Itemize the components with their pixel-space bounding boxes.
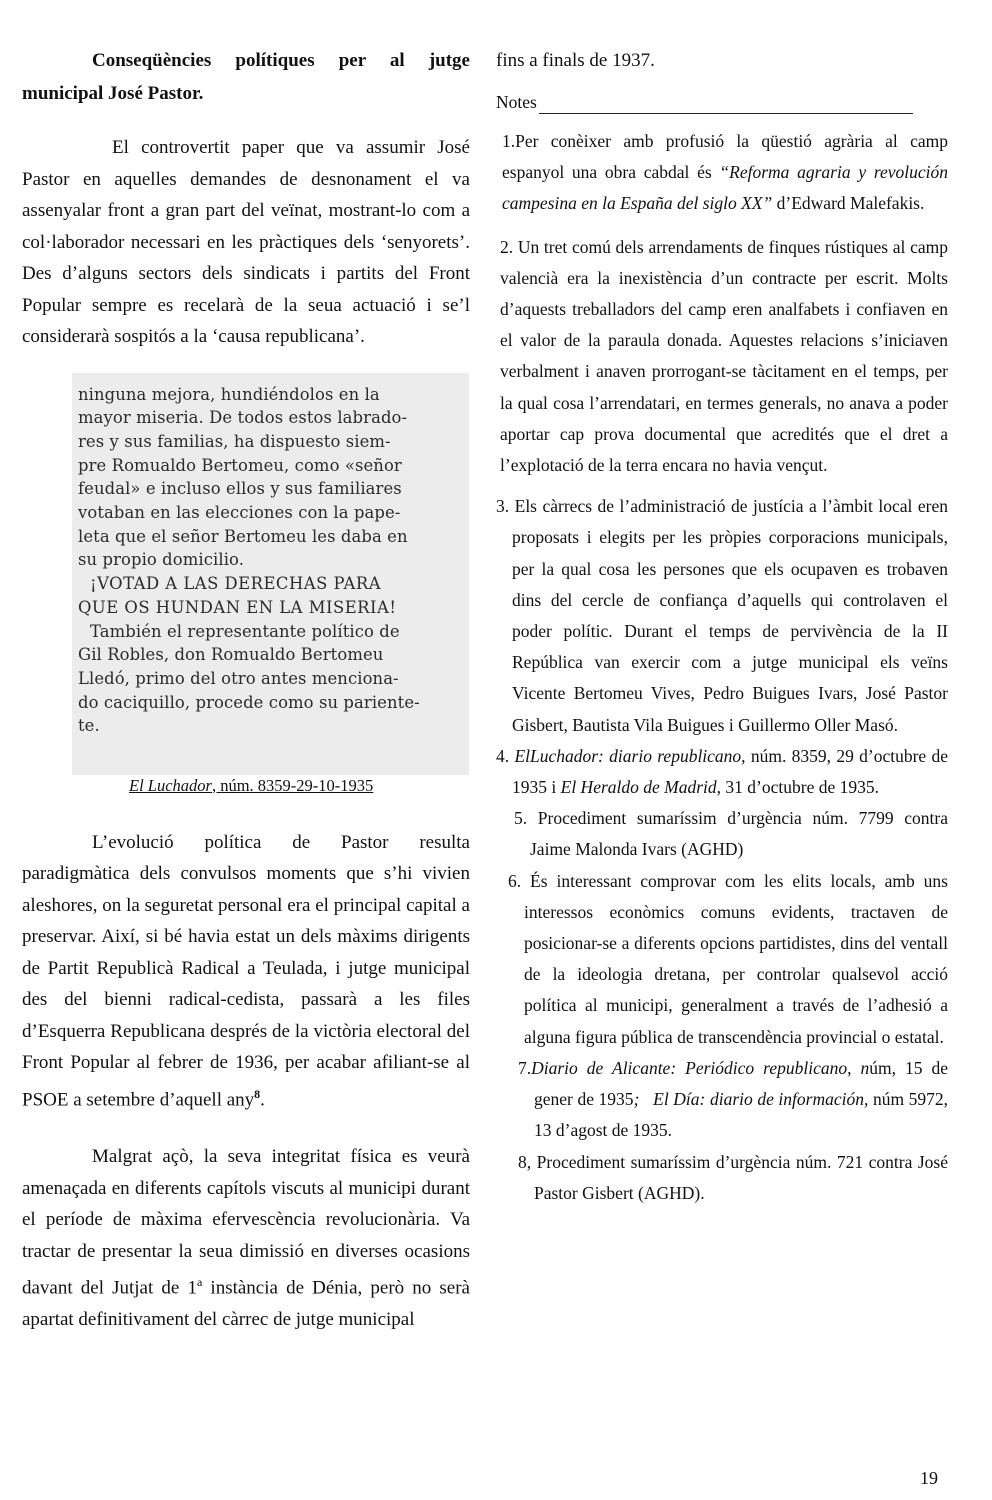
notes-label: Notes bbox=[496, 92, 537, 112]
note-4-mid: núm. 8359, 29 d’octubre de 1935 i bbox=[512, 745, 948, 798]
clipping-line: mayor miseria. De todos estos labrado- bbox=[78, 408, 408, 428]
clipping-line: su propio domicilio. bbox=[78, 550, 245, 570]
note-7-num: 7. bbox=[518, 1057, 532, 1078]
note-7-semicolon: ; bbox=[633, 1089, 640, 1110]
note-1 bbox=[496, 126, 948, 220]
right-column bbox=[496, 46, 948, 1209]
clipping-line: También el representante político de bbox=[90, 621, 400, 641]
note-1-title: “Reforma agraria y revolución campesina en la España del siglo XX” bbox=[502, 162, 948, 214]
section-heading: Conseqüències polítiques per al jutge municipal José Pastor. bbox=[22, 50, 470, 104]
paragraph-3 bbox=[22, 1141, 470, 1335]
clipping-caption bbox=[129, 775, 470, 797]
note-4 bbox=[496, 741, 948, 803]
clipping-line: do caciquillo, procede como su pariente- bbox=[78, 692, 420, 712]
paragraph-2-text: L’evolució política de Pastor resulta paradigmàtica dels convulsos moments que s’hi vivien aleshores, on la seguretat personal era el principal capital a preservar. Així, si bé havia estat un dels màxims dirigents de Partit Republicà Radical a Teulada, i jutge municipal des del bienni radical-cedista, passarà a les files d’Esquerra Republicana després de la victòria electoral del Front Popular al febrer de 1936, per acabar afiliant-se al PSOE a setembre d’aquell any bbox=[22, 831, 470, 1110]
left-column bbox=[22, 44, 470, 1336]
note-4-title-1: ElLuchador: diario republicano, bbox=[514, 745, 746, 766]
note-3: 3. Els càrrecs de l’administració de justícia a l’àmbit local eren proposats i elegits per les pròpies corporacions municipals, per la qual cosa les persones que els ocupaven es trobaven dins del cercle de confiança d’aquells qui controlaven el poder polític. Durant el temps de pervivència de la II República van exercir com a jutge municipal els veïns Vicente Bertomeu Vives, Pedro Buigues Ivars, José Pastor Gisbert, Bautista Vila Buigues i Guillermo Oller Masó. bbox=[496, 496, 948, 735]
note-4-end: , 31 d’octubre de 1935. bbox=[716, 777, 879, 798]
note-8: 8, Procediment sumaríssim d’urgència núm. 721 contra José Pastor Gisbert (AGHD). bbox=[518, 1151, 948, 1203]
paragraph-3-text: Malgrat açò, la seva integritat física es veurà amenaçada en diferents capítols viscuts al municipi durant el període de màxima efervescència revolucionària. Va tractar de presentar la seua dimissió en diverses ocasions davant del Jutjat de 1 bbox=[22, 1146, 470, 1299]
note-6: 6. És interessant comprovar com les elits locals, amb uns interessos econòmics comuns evidents, tractaven de posicionar-se a diferents opcions partidistes, dins del ventall de la ideologia dretana, per controlar qualsevol acció política al municipi, generalment a través de l’adhesió a alguna figura pública de transcendència provincial o estatal. bbox=[508, 870, 948, 1047]
clipping-line: te. bbox=[78, 716, 100, 736]
note-2: 2. Un tret comú dels arrendaments de finques rústiques al camp valencià era la inexistència d’un contracte per escrit. Molts d’aquests treballadors del camp eren analfabets i confiaven en el valor de la paraula donada. Aquestes relacions s’iniciaven verbalment i anaven prorrogant-se tàcitament en el temps, per la qual cosa l’arrendatari, en termes generals, no anava a poder aportar cap prova documental que acredités que el dret a l’explotació de la terra encara no havia vençut. bbox=[500, 236, 948, 476]
notes-header bbox=[496, 90, 948, 114]
page-number: 19 bbox=[920, 1468, 938, 1488]
clipping-line: res y sus familias, ha dispuesto siem- bbox=[78, 431, 391, 451]
paragraph-1: El controvertit paper que va assumir José Pastor en aquelles demandes de desnonament el va assenyalar front a gran part del veïnat, mostrant-lo com a col·laborador necessari en les pràctiques dels ‘senyorets’. Des d’alguns sectors dels sindicats i partits del Front Popular sempre es recelarà de la seua actuació i se’l considerarà sospitós a la ‘causa republicana’. bbox=[22, 137, 470, 347]
clipping-headline: ¡VOTAD A LAS DERECHAS PARA bbox=[90, 574, 382, 594]
note-4-title-2: El Heraldo de Madrid bbox=[560, 777, 717, 798]
clipping-line: ninguna mejora, hundiéndolos en la bbox=[78, 384, 380, 404]
paragraph-3-rest: instància de Dénia, però no serà apartat definitivament del càrrec de jutge municipal bbox=[22, 1277, 470, 1331]
continuation-text: fins a finals de 1937. bbox=[496, 50, 655, 71]
note-7-title-1: Diario de Alicante: Periódico republicano, n bbox=[531, 1057, 870, 1078]
note-5: 5. Procediment sumaríssim d’urgència núm. 7799 contra Jaime Malonda Ivars (AGHD) bbox=[514, 808, 948, 860]
clipping-line: votaban en las elecciones con la pape- bbox=[78, 503, 401, 523]
caption-rest: , núm. 8359-29-10-1935 bbox=[211, 775, 374, 795]
clipping-line: Gil Robles, don Romualdo Bertomeu bbox=[78, 645, 384, 665]
note-1-author: d’Edward Malefakis. bbox=[772, 193, 925, 214]
note-7-end: núm 5972, 13 d’agost de 1935. bbox=[534, 1089, 949, 1141]
note-7-title-3: n, bbox=[855, 1089, 869, 1110]
clipping-line: leta que el señor Bertomeu les daba en bbox=[78, 526, 408, 546]
clipping-line: feudal» e incluso ellos y sus familiares bbox=[78, 479, 402, 499]
note-4-num: 4. bbox=[496, 745, 515, 766]
ordinal-sup: a bbox=[196, 1275, 203, 1290]
paragraph-2 bbox=[22, 827, 470, 1116]
clipping-line: Lledó, primo del otro antes menciona- bbox=[78, 668, 399, 688]
caption-source: El Luchador bbox=[129, 775, 212, 795]
clipping-headline: QUE OS HUNDAN EN LA MISERIA! bbox=[78, 597, 397, 617]
paragraph-2-end: . bbox=[260, 1088, 265, 1110]
footnote-ref: 8 bbox=[254, 1086, 261, 1101]
notes-rule bbox=[539, 95, 913, 114]
newspaper-clipping bbox=[72, 373, 469, 775]
note-7-title-2: El Día: diario de informació bbox=[653, 1089, 856, 1110]
note-1-text: 1.Per conèixer amb profusió la qüestió agrària al camp espanyol una obra cabdal és bbox=[502, 131, 948, 183]
note-7-mid: úm, 15 de gener de 1935 bbox=[534, 1057, 948, 1110]
clipping-line: pre Romualdo Bertomeu, como «señor bbox=[78, 455, 402, 475]
note-7 bbox=[496, 1053, 948, 1147]
